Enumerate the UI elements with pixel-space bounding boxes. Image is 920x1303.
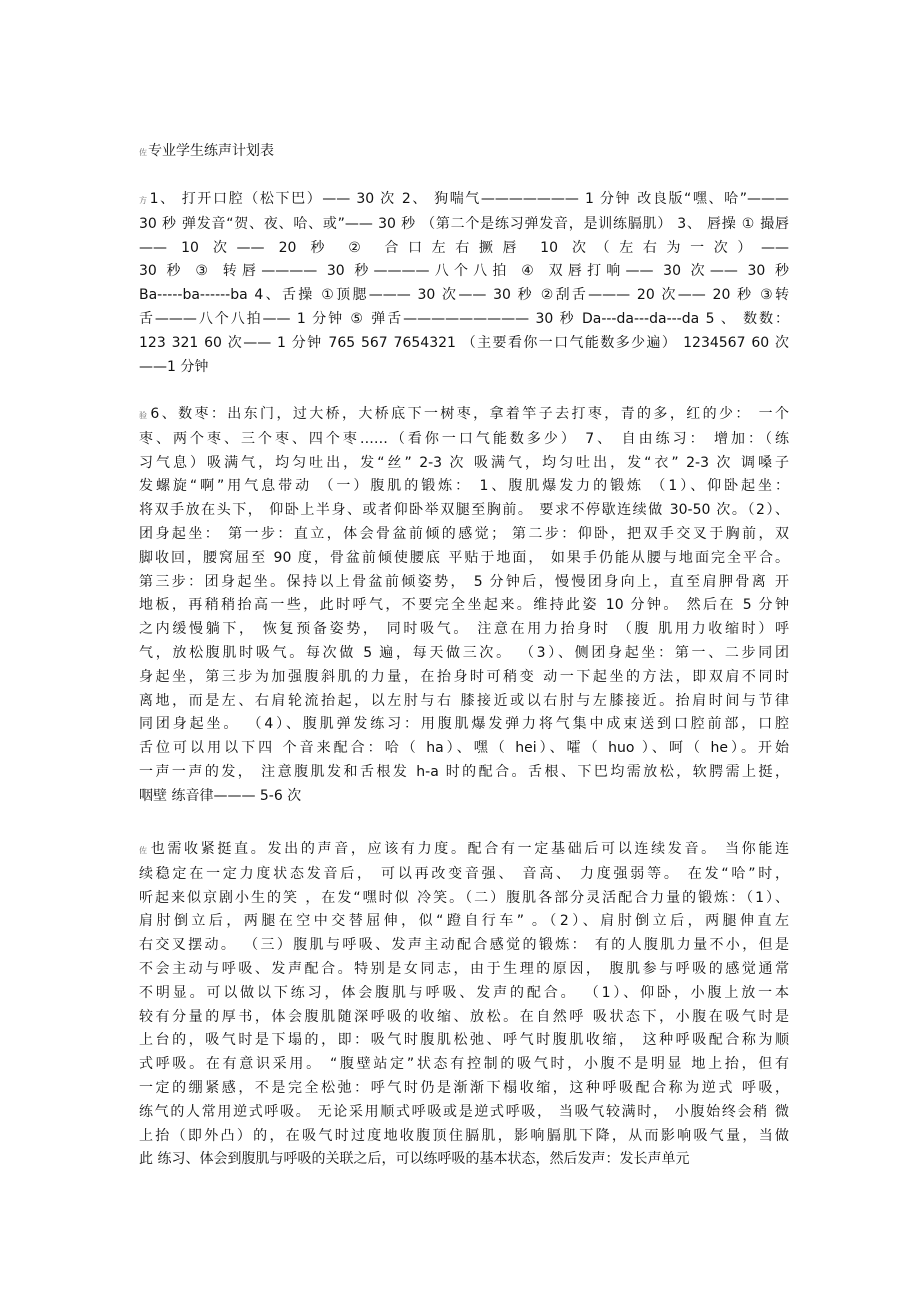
line-text: 气，放松腹肌时吸气。每次做 5 遍，每天做三次。 （3）、侧团身起坐：第一、二步同团 <box>139 644 789 661</box>
text-line <box>139 1125 789 1149</box>
text-line <box>139 785 789 809</box>
line-text: 发螺旋“啊”用气息带动 （一）腹肌的锻炼： 1、腹肌爆发力的锻炼 （1）、仰卧起坐： <box>139 478 789 495</box>
line-text: 30 秒 弹发音“贺、夜、哈、或”—— 30 秒 （第二个是练习弹发音，是训练膈肌） 3、 唇操 ① 撮唇 <box>139 215 789 232</box>
text-line <box>139 958 789 982</box>
line-text: 123 321 60 次—— 1 分钟 765 567 7654321 （主要看你一口气能数多少遍） 1234567 60 次 <box>139 334 789 351</box>
line-text: 6、数枣：出东门，过大桥，大桥底下一树枣，拿着竿子去打枣，青的多，红的少： 一个 <box>150 406 789 422</box>
text-line <box>139 713 789 737</box>
paragraph-1 <box>139 188 789 379</box>
paragraph-marker: 验 <box>139 411 150 420</box>
text-line <box>139 403 789 428</box>
text-line <box>139 642 789 666</box>
text-line <box>139 690 789 714</box>
text-line <box>139 1148 789 1172</box>
text-line <box>139 1077 789 1101</box>
text-line <box>139 188 789 213</box>
text-line <box>139 666 789 690</box>
line-text: 较有分量的厚书，体会腹肌随深呼吸的收缩、放松。在自然呼 吸状态下，小腹在吸气时是 <box>139 1008 789 1025</box>
line-text: Ba-----ba------ba 4、舌操 ①顶腮——— 30 次—— 30 秒 ②刮舌——— 20 次—— 20 秒 ③转 <box>139 287 789 304</box>
text-line <box>139 910 789 934</box>
line-text: 不会主动与呼吸、发声配合。特别是女同志，由于生理的原因， 腹肌参与呼吸的感觉通常 <box>139 960 789 977</box>
text-line <box>139 237 789 261</box>
line-text: ——1 分钟 <box>139 358 209 375</box>
line-text: 此 练习、体会到腹肌与呼吸的关联之后，可以练呼吸的基本状态，然后发声：发长声单元 <box>139 1151 690 1168</box>
line-text: 身起坐，第三步为加强腹斜肌的力量，在抬身时可稍变 动一下起坐的方法，即双肩不同时 <box>139 668 789 685</box>
line-text: 听起来似京剧小生的笑 ，在发“嘿时似 冷笑。（二）腹肌各部分灵活配合力量的锻炼：（1）、 <box>139 889 789 906</box>
text-line <box>139 761 789 785</box>
line-text: 离地，而是左、右肩轮流抬起，以左肘与右 膝接近或以右肘与左膝接近。抬肩时间与节律 <box>139 692 789 709</box>
line-text: 上抬（即外凸）的，在吸气时过度地收腹顶住膈肌，影响膈肌下降，从而影响吸气量，当做 <box>139 1127 789 1144</box>
text-line <box>139 737 789 761</box>
line-text: 将双手放在头下， 仰卧上半身、或者仰卧举双腿至胸前。 要求不停歇连续做 30-50 次。（2）、 <box>139 502 789 519</box>
text-line <box>139 594 789 618</box>
line-text: 续稳定在一定力度状态发音后， 可以再改变音强、 音高、 力度强弱等。 在发“哈”时， <box>139 865 789 882</box>
line-text: 枣、两个枣、三个枣、四个枣……（看你一口气能数多少） 7、 自由练习： 增加：（练 <box>139 430 789 447</box>
text-line <box>139 863 789 887</box>
line-text: 练气的人常用逆式呼吸。 无论采用顺式呼吸或是逆式呼吸， 当吸气较满时， 小腹始终会稍 微 <box>139 1103 789 1120</box>
text-line <box>139 982 789 1006</box>
line-text: 1、 打开口腔（松下巴）—— 30 次 2、 狗喘气——————— 1 分钟 改良版“嘿、哈”——— <box>149 191 789 207</box>
text-line <box>139 1053 789 1077</box>
text-line <box>139 571 789 595</box>
line-text: 同团身起坐。 （4）、腹肌弹发练习：用腹肌爆发弹力将气集中成束送到口腔前部，口腔 <box>139 716 789 733</box>
text-line <box>139 934 789 958</box>
title-text: 专业学生练声计划表 <box>148 143 274 159</box>
text-line <box>139 332 789 356</box>
line-text: 式呼吸。在有意识采用。 “腹壁站定”状态有控制的吸气时，小腹不是明显 地上抬，但有 <box>139 1056 789 1073</box>
line-text: 地板，再稍稍抬高一些，此时呼气，不要完全坐起来。维持此姿 10 分钟。 然后在 5 分钟 <box>139 597 789 614</box>
paragraph-marker: 佐 <box>139 846 150 855</box>
line-text: 一声一声的发， 注意腹肌发和舌根发 h-a 时的配合。舌根、下巴均需放松，软腭需上挺， <box>139 763 789 780</box>
text-line <box>139 887 789 911</box>
text-line <box>139 1006 789 1030</box>
text-line <box>139 284 789 308</box>
line-text: 右交叉摆动。 （三）腹肌与呼吸、发声主动配合感觉的锻炼： 有的人腹肌力量不小，但是 <box>139 937 789 954</box>
text-line <box>139 499 789 523</box>
line-text: 第三步：团身起坐。保持以上骨盆前倾姿势， 5 分钟后，慢慢团身向上，直至肩胛骨离 开 <box>139 573 789 590</box>
line-text: 肩肘倒立后，两腿在空中交替屈伸，似“蹬自行车” 。（2）、肩肘倒立后，两腿伸直左 <box>139 913 789 930</box>
line-text: 习气息）吸满气，均匀吐出，发“丝” 2-3 次 吸满气，均匀吐出，发“衣” 2-3 次 调嗓子 <box>139 454 789 471</box>
text-line <box>139 1101 789 1125</box>
line-text: 咽壁 练音律——— 5-6 次 <box>139 787 302 804</box>
text-line <box>139 308 789 332</box>
text-line <box>139 452 789 476</box>
line-text: 脚收回，腰窝屈至 90 度，骨盆前倾使腰底 平贴于地面， 如果手仍能从腰与地面完全平合。 <box>139 549 789 566</box>
line-text: 30 秒 ③ 转唇———— 30 秒————八个八拍 ④ 双唇打响—— 30 次—— 30 秒 <box>139 263 789 280</box>
title-marker: 佐 <box>139 148 147 157</box>
text-line <box>139 475 789 499</box>
text-line <box>139 213 789 237</box>
text-line <box>139 838 789 863</box>
text-line <box>139 618 789 642</box>
text-line <box>139 523 789 547</box>
paragraph-marker: 方 <box>139 196 149 205</box>
text-line <box>139 428 789 452</box>
paragraph-3 <box>139 838 789 1172</box>
line-text: 一定的绷紧感，不是完全松弛：呼气时仍是渐渐下榻收缩，这种呼吸配合称为逆式 呼吸， <box>139 1079 789 1096</box>
text-line <box>139 260 789 284</box>
line-text: 团身起坐： 第一步：直立，体会骨盆前倾的感觉； 第二步：仰卧，把双手交叉于胸前，双 <box>139 525 789 542</box>
line-text: 之内缓慢躺下， 恢复预备姿势， 同时吸气。 注意在用力抬身时 （腹 肌用力收缩时）呼 <box>139 621 789 638</box>
line-text: 舌———八个八拍—— 1 分钟 ⑤ 弹舌————————— 30 秒 Da---da---da---da 5 、 数数： <box>139 310 789 327</box>
line-text: 也需收紧挺直。发出的声音，应该有力度。配合有一定基础后可以连续发音。 当你能连 <box>150 841 789 857</box>
line-text: —— 10 次—— 20 秒 ② 合口左右撅唇 10 次（左右为一次）—— <box>139 239 789 256</box>
line-text: 上台的，吸气时是下塌的，即：吸气时腹肌松弛、呼气时腹肌收缩， 这种呼吸配合称为顺 <box>139 1032 789 1049</box>
text-line <box>139 356 789 380</box>
paragraph-2 <box>139 403 789 809</box>
line-text: 舌位可以用以下四 个音来配合：哈（ ha）、嘿（ hei）、嚯（ huo ）、呵（ he）。开始 <box>139 740 789 757</box>
text-line <box>139 547 789 571</box>
line-text: 不明显。可以做以下练习，体会腹肌与呼吸、发声的配合。 （1）、仰卧，小腹上放一本 <box>139 984 789 1001</box>
text-line <box>139 1029 789 1053</box>
document-title <box>139 140 274 160</box>
